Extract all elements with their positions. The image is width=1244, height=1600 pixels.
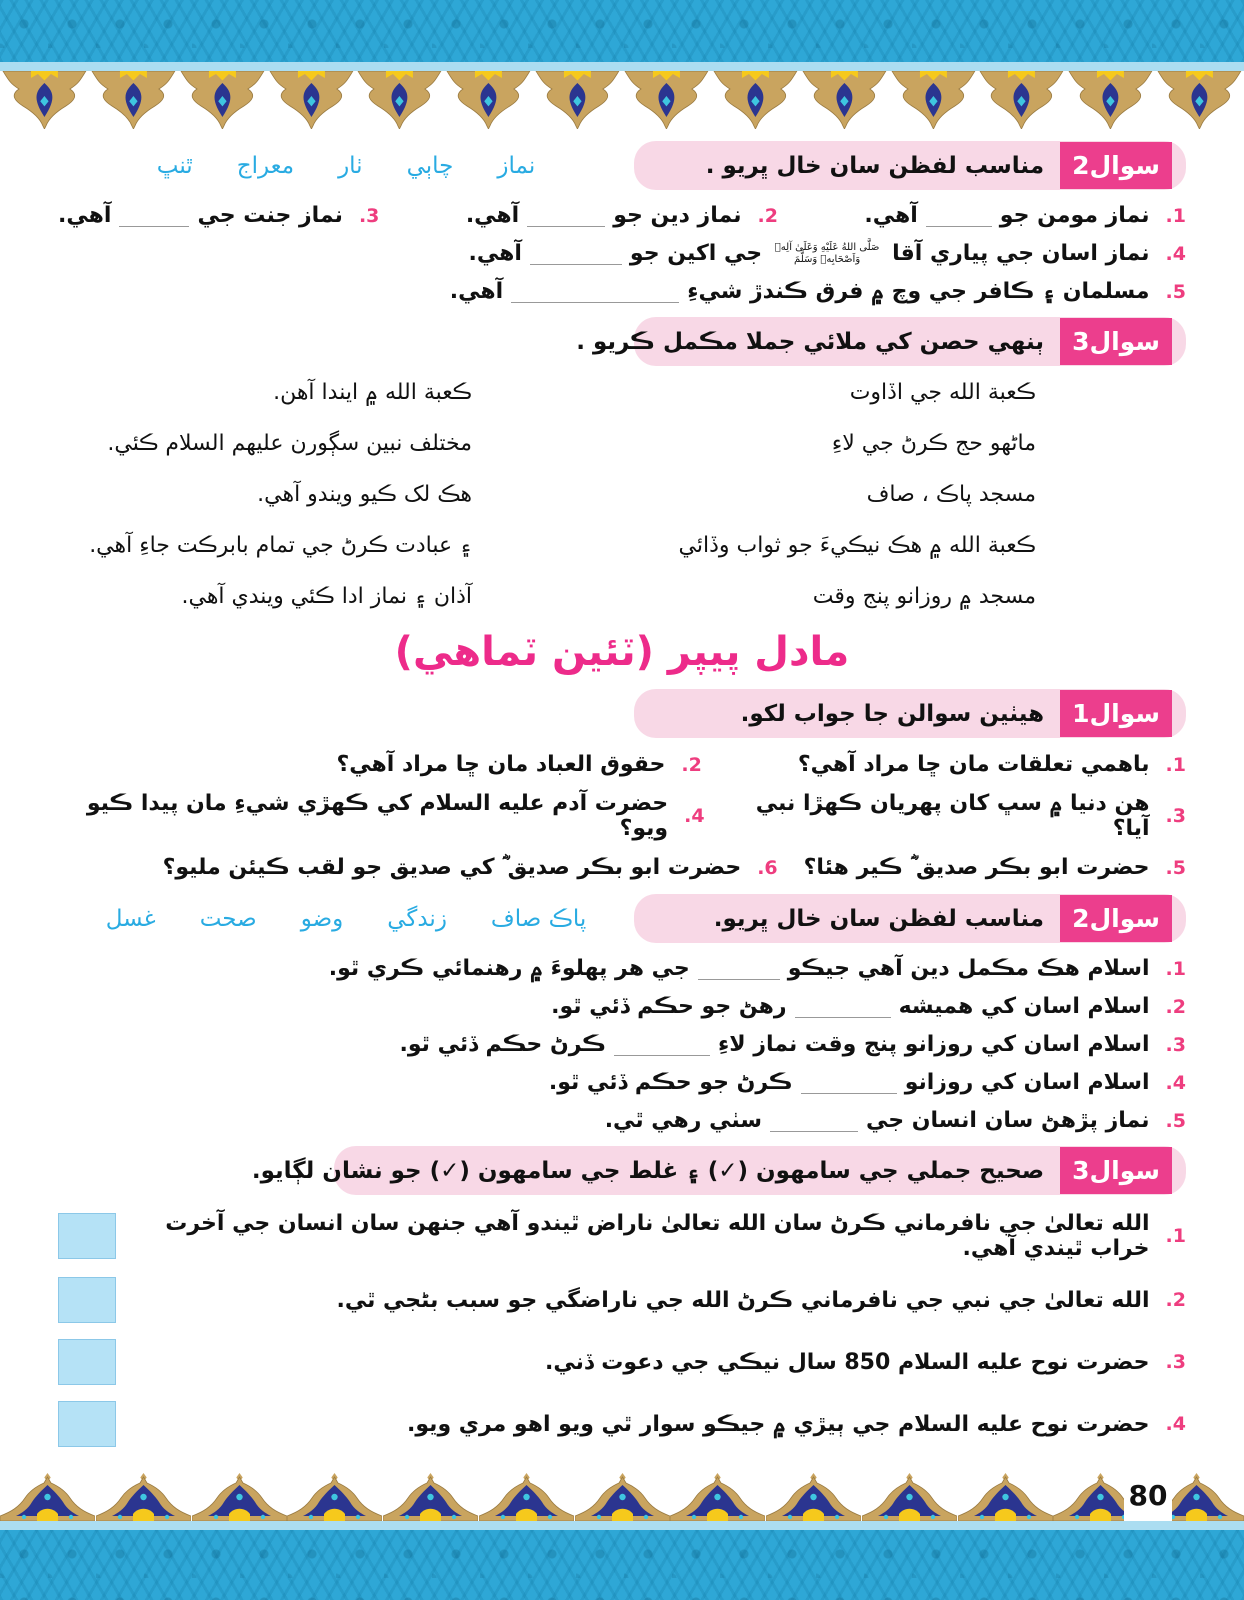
word-bank-item: صحت [199,905,257,932]
question-badge: سوال1 [1060,690,1172,737]
question-pill [576,317,1186,366]
top-border-ornaments [0,71,1244,129]
pendant-ornament-icon [355,71,444,129]
pendant-ornament-icon [0,71,89,129]
match-right-item[interactable]: ڪعبة الله ۾ هڪ نيڪيءَ جو ثواب وڏائي [678,533,1036,558]
item-number: 2. [757,204,778,227]
word-bank-item: چاٻي [406,152,454,179]
question-badge: سوال3 [1060,318,1172,365]
item-text: جي اکين جو [629,241,763,266]
fill-blank-row [58,1032,1186,1057]
question-title: مناسب لفظن سان خال ڀريو . [705,152,1045,179]
top-light-strip [0,62,1244,71]
word-bank-item: زندگي [387,905,447,932]
question-badge: سوال2 [1060,895,1172,942]
blank-field[interactable] [801,1071,897,1094]
word-bank-item: غسل [105,905,156,932]
item-number: 6. [757,856,778,879]
item-number: 3. [1165,1033,1186,1056]
match-left-item[interactable]: هڪ لک ڪيو ويندو آهي. [257,482,472,507]
blank-field[interactable] [511,280,679,303]
item-text: ڪرڻ جو حڪم ڏئي ٿو. [548,1070,793,1095]
spire-ornament-icon [766,1471,861,1521]
fill-blank-row [58,1108,1186,1133]
item-number: 5. [1165,1109,1186,1132]
word-bank-item: معراج [236,152,295,179]
item-number: 1. [1165,204,1186,227]
pendant-ornament-icon [800,71,889,129]
model-paper-heading: مادل پيپر (ٽئين ٽماهي) [394,629,850,675]
fill-blank-item [605,1108,1186,1133]
item-number: 1. [1165,1225,1186,1247]
blank-field[interactable] [530,242,622,265]
word-bank-item: نماز [497,152,536,179]
spire-ornament-icon [958,1471,1053,1521]
word-bank-item: وضو [300,905,344,932]
pendant-ornament-icon [889,71,978,129]
fill-blank-row [58,241,1186,266]
question-item [336,752,701,777]
item-number: 5. [1165,280,1186,303]
question-item [163,855,778,880]
pendant-ornament-icon [267,71,356,129]
item-number: 4. [1165,1071,1186,1094]
pendant-ornament-icon [1155,71,1244,129]
statement-text: الله تعالىٰ جي نافرماني ڪرڻ سان الله تعالىٰ ناراض ٿيندو آهي جنهن سان انسان جي آخرت خراب ٿيندي آهي. [165,1211,1150,1261]
item-text: آهي. [58,203,112,228]
pendant-ornament-icon [89,71,178,129]
match-right-item[interactable]: مسجد پاڪ ، صاف [866,482,1036,507]
question-item [798,752,1186,777]
item-text: سٺي رهي ٿي. [604,1108,762,1133]
fill-blank-item [450,279,1186,304]
pendant-ornament-icon [1066,71,1155,129]
question-title: ٻنهي حصن کي ملائي جملا مڪمل ڪريو . [576,328,1045,355]
spire-ornament-icon [862,1471,957,1521]
question-item [731,791,1186,841]
item-text: اسلام اسان کي روزانو پنج وقت نماز لاءِ [718,1032,1150,1057]
blank-field[interactable] [527,204,605,227]
pendant-ornament-icon [178,71,267,129]
page-number: 80 [1124,1469,1172,1521]
match-right-item[interactable]: ڪعبة الله جي اڏاوت [849,380,1036,405]
answer-checkbox[interactable] [58,1277,116,1323]
item-number: 2. [681,753,702,776]
question-pill [251,1146,1186,1195]
fill-blank-item [58,203,379,228]
blank-field[interactable] [770,1109,858,1132]
fill-blank-row [58,279,1186,304]
fill-blank-item [549,1070,1186,1095]
item-number: 2. [1165,1289,1186,1311]
item-number: 4. [1165,1413,1186,1435]
page-content [0,129,1244,1471]
true-false-row [58,1401,1186,1447]
item-text: ڪرڻ حڪم ڏئي ٿو. [399,1032,607,1057]
section-q3b-header [58,1146,1186,1195]
word-bank-item: پاڪ صاف [490,905,587,932]
true-false-row [58,1211,1186,1261]
question-pill [634,894,1186,943]
question-row [58,752,1186,777]
word-bank-item: ٺار [338,152,363,179]
question-text: حضرت آدم عليه السلام کي ڪهڙي شيءِ مان پيدا ڪيو ويو؟ [86,791,669,841]
pendant-ornament-icon [533,71,622,129]
item-number: 3. [1165,1351,1186,1373]
matching-exercise [58,380,1186,609]
question-title: هيٺين سوالن جا جواب لکو. [740,700,1045,727]
bottom-border-ornaments [0,1471,1244,1521]
statement-text: الله تعالىٰ جي نبي جي نافرماني ڪرڻ الله جي ناراضگي جو سبب بڻجي ٿي. [336,1287,1150,1313]
bottom-border [0,1471,1244,1600]
question-badge: سوال2 [1060,142,1172,189]
item-number: 1. [1165,753,1186,776]
spire-ornament-icon [383,1471,478,1521]
blank-field[interactable] [698,957,780,980]
match-left-item[interactable]: مختلف نبين سڳورن عليهم السلام ڪئي. [107,431,472,456]
question-title: صحيح جملي جي سامهون (✓) ۽ غلط جي سامهون (✓) جو نشان لڳايو. [251,1157,1045,1184]
match-left-item[interactable]: ۽ عبادت ڪرڻ جي تمام بابرڪت جاءِ آهي. [89,533,472,558]
item-text: نماز دين جو [613,203,742,228]
spire-ornament-icon [479,1471,574,1521]
item-number: 2. [1165,995,1186,1018]
fill-blank-item [551,994,1186,1019]
spire-ornament-icon [287,1471,382,1521]
fill-blank-item [329,956,1186,981]
match-left-item[interactable]: آذان ۽ نماز ادا ڪئي ويندي آهي. [181,584,472,609]
item-number: 1. [1165,957,1186,980]
question-text: هن دنيا ۾ سڀ کان پهريان ڪهڙا نبي آيا؟ [755,791,1150,841]
item-text: اسلام اسان کي هميشه [898,994,1150,1019]
item-text: آهي. [864,203,918,228]
fill-blank-row [58,1070,1186,1095]
question-text: باهمي تعلقات مان ڇا مراد آهي؟ [797,752,1150,777]
word-bank-item: ٿنڀ [156,152,193,179]
section-q1b-header [58,689,1186,738]
item-text: آهي. [468,241,522,266]
answer-checkbox[interactable] [58,1213,116,1259]
question-pill [634,689,1186,738]
item-number: 3. [358,204,380,227]
blank-field[interactable] [795,995,891,1018]
item-number: 5. [1165,856,1186,879]
question-text: حقوق العباد مان ڇا مراد آهي؟ [336,752,666,777]
item-number: 4. [684,805,705,827]
question-pill [634,141,1186,190]
bottom-light-strip [0,1521,1244,1530]
item-text: نماز اسان جي پياري آقا [892,241,1150,266]
answer-checkbox[interactable] [58,1339,116,1385]
spire-ornament-icon [192,1471,287,1521]
statement-text: حضرت نوح عليه السلام جي ٻيڙي ۾ جيڪو سوار ٿي ويو اهو مري ويو. [407,1411,1150,1437]
spire-ornament-icon [575,1471,670,1521]
question-badge: سوال3 [1060,1147,1172,1194]
item-text: رهڻ جو حڪم ڏئي ٿو. [551,994,787,1019]
spire-ornament-icon [96,1471,191,1521]
item-text: اسلام هڪ مڪمل دين آهي جيڪو [787,956,1150,981]
item-text: نماز پڙهڻ سان انسان جي [865,1108,1150,1133]
item-text: جي هر پهلوءَ ۾ رهنمائي ڪري ٿو. [328,956,690,981]
question-row [58,855,1186,880]
top-damask-band [0,0,1244,62]
fill-blank-item [466,203,778,228]
blank-field[interactable] [926,204,992,227]
fill-blank-row [58,203,1186,228]
blank-field[interactable] [614,1033,710,1056]
item-text: مسلمان ۽ ڪافر جي وچ ۾ فرق ڪندڙ شيءِ [687,279,1150,304]
spire-ornament-icon [0,1471,95,1521]
fill-blank-row [58,956,1186,981]
fill-blank-item [468,241,1186,266]
question-text: حضرت ابو بڪر صديق ؓ کي صديق جو لقب ڪيئن مليو؟ [162,855,742,880]
item-text: نماز جنت جي [197,203,343,228]
true-false-row [58,1339,1186,1385]
fill-blank-item [400,1032,1186,1057]
fill-blank-item [864,203,1186,228]
true-false-row [58,1277,1186,1323]
match-left-item[interactable]: ڪعبة الله ۾ ايندا آهن. [273,380,472,405]
question-title: مناسب لفظن سان خال ڀريو. [713,905,1045,932]
question-row [58,791,1186,841]
item-number: 4. [1165,242,1186,265]
question-item [804,855,1186,880]
match-right-item[interactable]: ماڻهو حج ڪرڻ جي لاءِ [831,431,1036,456]
word-bank [58,153,634,179]
section-q2b-header [58,894,1186,943]
spire-ornament-icon [670,1471,765,1521]
item-number: 3. [1165,805,1186,827]
item-text: آهي. [465,203,520,228]
top-border [0,0,1244,129]
bottom-damask-band [0,1530,1244,1600]
answer-checkbox[interactable] [58,1401,116,1447]
pendant-ornament-icon [977,71,1066,129]
durood-honorific: صَلَّى اللهُ عَلَيْهِ وَعَلَىٰ آلِهٖ وَاَصْحَابِهٖ وَسَلَّمَ [774,241,880,265]
word-bank [58,906,634,932]
fill-blank-row [58,994,1186,1019]
pendant-ornament-icon [444,71,533,129]
match-right-item[interactable]: مسجد ۾ روزانو پنج وقت [812,584,1036,609]
blank-field[interactable] [119,204,189,227]
section-q3a-header [58,317,1186,366]
question-text: حضرت ابو بڪر صديق ؓ ڪير هئا؟ [803,855,1150,880]
item-text: اسلام اسان کي روزانو [904,1070,1150,1095]
pendant-ornament-icon [711,71,800,129]
section-q2a-header [58,141,1186,190]
statement-text: حضرت نوح عليه السلام 850 سال نيڪي جي دعوت ڏني. [544,1349,1150,1375]
pendant-ornament-icon [622,71,711,129]
item-text: نماز مومن جو [999,203,1150,228]
item-text: آهي. [449,279,504,304]
question-item [58,791,705,841]
